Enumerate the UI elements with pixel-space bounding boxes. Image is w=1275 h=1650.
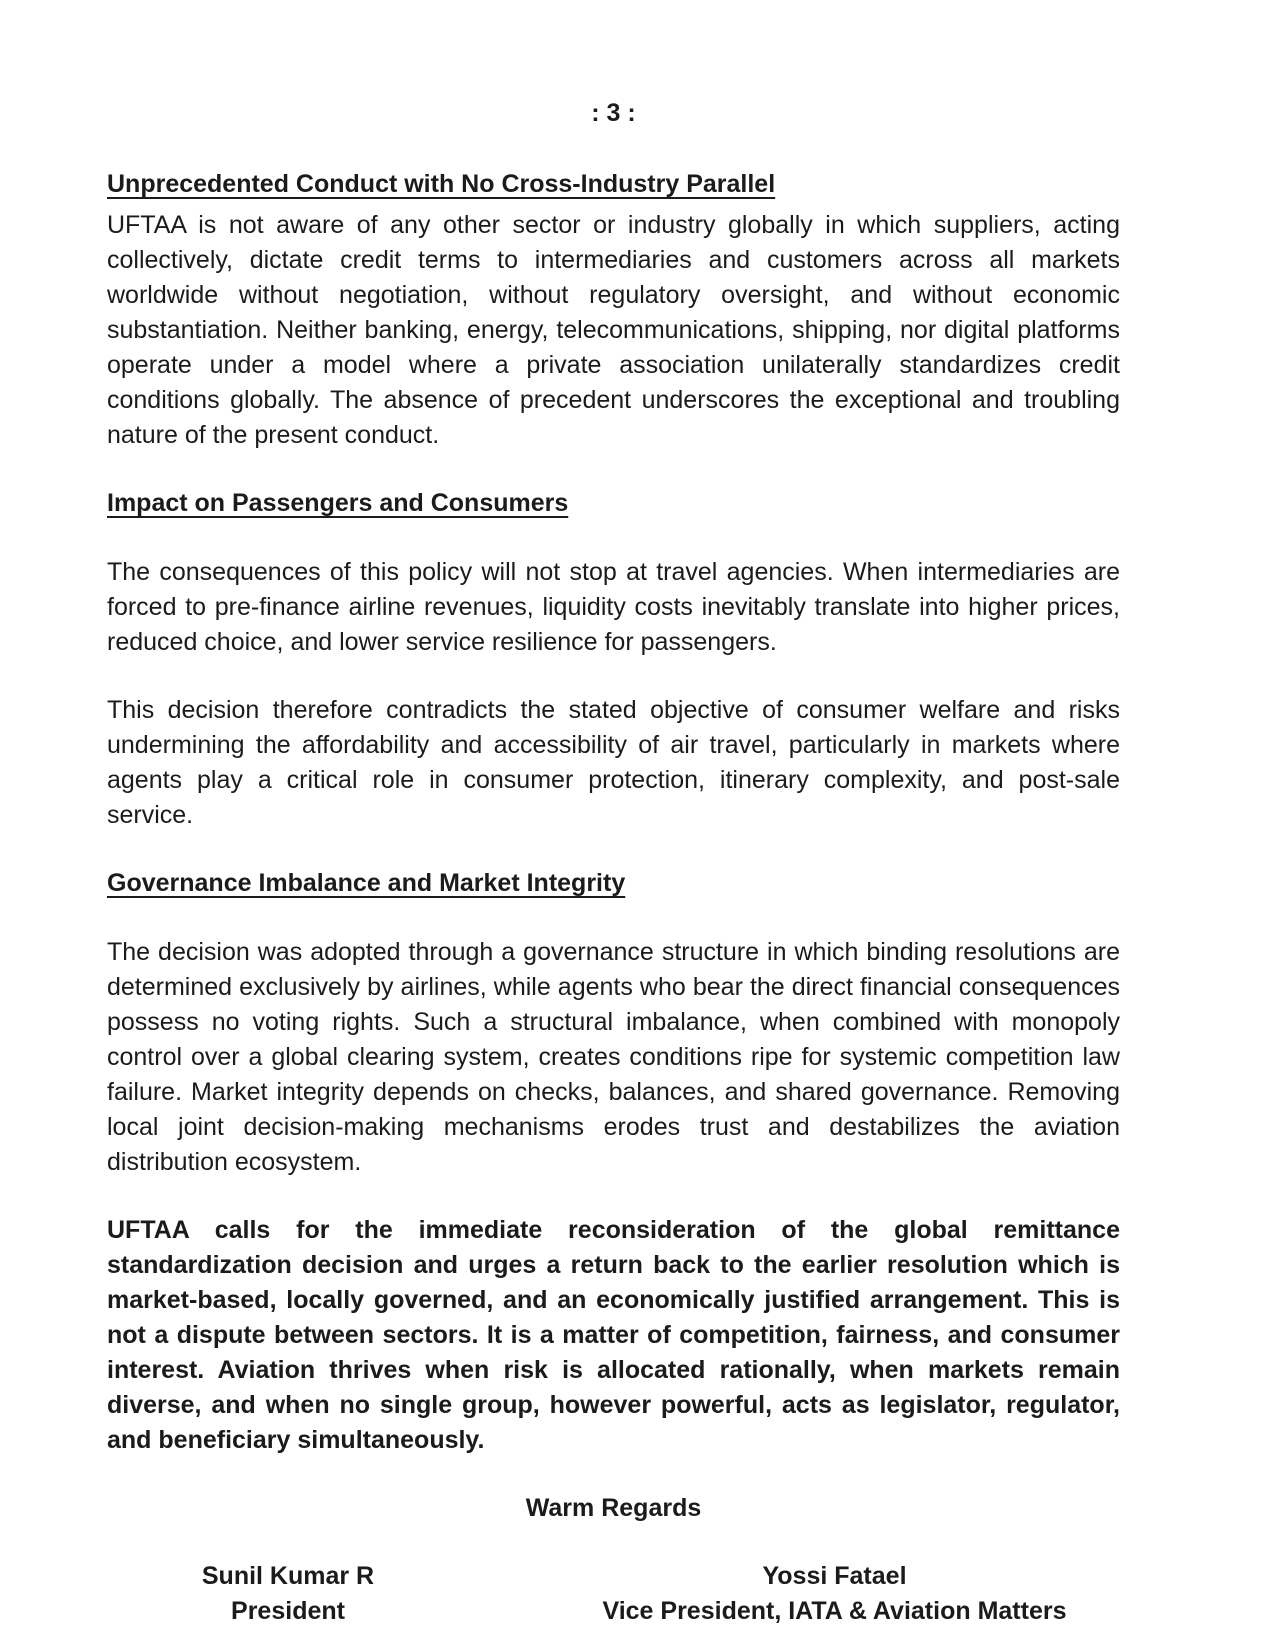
- section-heading-governance-imbalance: Governance Imbalance and Market Integrity: [107, 869, 626, 897]
- signature-block-vice-president: [549, 1559, 1120, 1629]
- sign-off: Warm Regards: [525, 1494, 702, 1522]
- page-number: : 3 :: [591, 99, 636, 127]
- signature-row: [107, 1559, 1120, 1629]
- signatory-name: Yossi Fatael: [762, 1562, 907, 1590]
- signatory-name: Sunil Kumar R: [201, 1562, 375, 1590]
- signature-block-president: [107, 1559, 469, 1629]
- paragraph-consequences-of-policy: The consequences of this policy will not stop at travel agencies. When intermediaries are forced to pre-finance airline revenues, liquidity costs inevitably translate into higher prices, reduced choice, and lower service resilience for passengers.: [107, 558, 1120, 656]
- section-impact-on-passengers: [107, 486, 1120, 833]
- section-heading-impact-on-passengers: Impact on Passengers and Consumers: [107, 489, 569, 517]
- section-unprecedented-conduct: [107, 167, 1120, 453]
- paragraph-closing-statement: UFTAA calls for the immediate reconsideration of the global remittance standardization decision and urges a return back to the earlier resolution which is market-based, locally governed, and an economically justified arrangement. This is not a dispute between sectors. It is a matter of competition, fairness, and consumer interest. Aviation thrives when risk is allocated rationally, when markets remain diverse, and when no single group, however powerful, acts as legislator, regulator, and beneficiary simultaneously.: [107, 1216, 1120, 1454]
- signatory-title: President: [231, 1597, 345, 1625]
- paragraph-governance-structure: The decision was adopted through a governance structure in which binding resolutions are determined exclusively by airlines, while agents who bear the direct financial consequences possess no voting rights. Such a structural imbalance, when combined with monopoly control over a global clearing system, creates conditions ripe for systemic competition law failure. Market integrity depends on checks, balances, and shared governance. Removing local joint decision-making mechanisms erodes trust and destabilizes the aviation distribution ecosystem.: [107, 938, 1120, 1176]
- paragraph-contradicts-consumer-welfare: This decision therefore contradicts the stated objective of consumer welfare and risks undermining the affordability and accessibility of air travel, particularly in markets where agents play a critical role in consumer protection, itinerary complexity, and post-sale service.: [107, 696, 1120, 829]
- section-heading-unprecedented-conduct: Unprecedented Conduct with No Cross-Industry Parallel: [107, 170, 776, 198]
- signatory-title: Vice President, IATA & Aviation Matters: [602, 1597, 1067, 1625]
- section-governance-imbalance: [107, 866, 1120, 1180]
- paragraph-no-cross-industry-parallel: UFTAA is not aware of any other sector or industry globally in which suppliers, acting collectively, dictate credit terms to intermediaries and customers across all markets worldwide without negotiation, without regulatory oversight, and without economic substantiation. Neither banking, energy, telecommunications, shipping, nor digital platforms operate under a model where a private association unilaterally standardizes credit conditions globally. The absence of precedent underscores the exceptional and troubling nature of the present conduct.: [107, 211, 1120, 449]
